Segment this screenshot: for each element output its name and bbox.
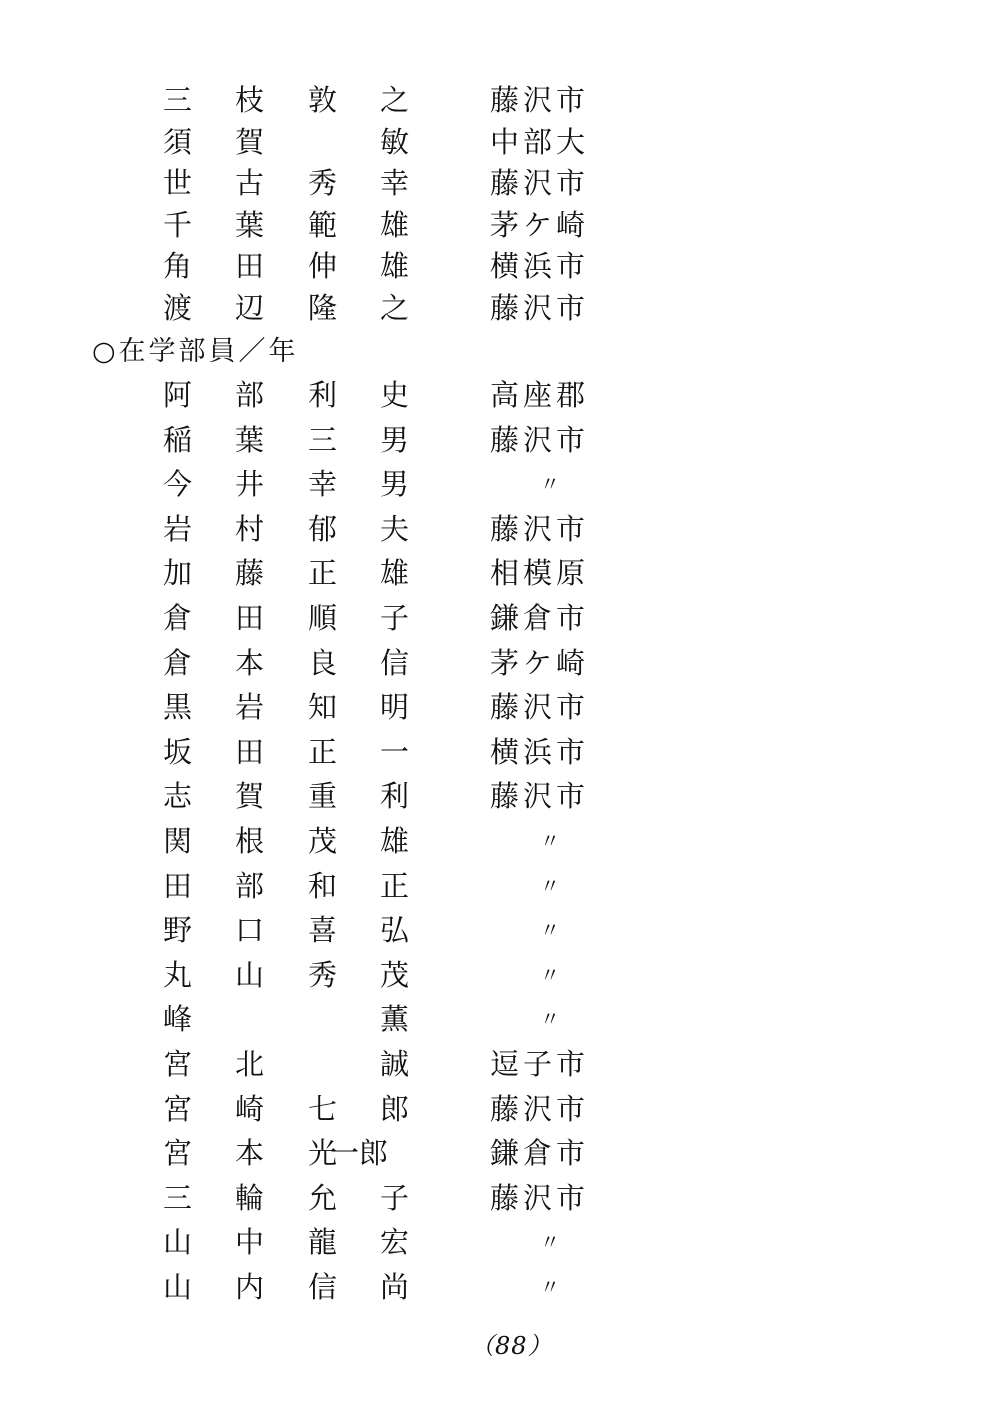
- name-char: 根: [235, 824, 265, 858]
- name-char: 村: [235, 511, 265, 546]
- member-row: [0, 244, 1000, 288]
- name-char: 賀: [235, 124, 265, 159]
- name-char: 井: [235, 467, 265, 502]
- address: 鎌倉市: [490, 1136, 590, 1171]
- ditto-mark: 〃: [540, 1275, 560, 1299]
- address: 藤沢市: [490, 779, 590, 814]
- name-char: 七: [308, 1091, 338, 1126]
- name-char: 本: [235, 645, 265, 680]
- member-row: [0, 953, 1000, 997]
- ditto-mark: 〃: [540, 1007, 560, 1032]
- name-char: 尚: [380, 1270, 410, 1304]
- name-char: 喜: [308, 913, 338, 948]
- name-char: 峰: [163, 1002, 193, 1037]
- name-char: 宮: [163, 1047, 193, 1081]
- name-char: 本: [235, 1136, 265, 1171]
- name-char: 雄: [380, 556, 410, 591]
- name-char: 山: [235, 957, 265, 992]
- name-char: 世: [163, 166, 193, 200]
- name-char: 之: [380, 290, 410, 325]
- name-char: 雄: [380, 207, 410, 242]
- name-char: 賀: [235, 779, 265, 814]
- address: 鎌倉市: [490, 601, 590, 635]
- member-row: [0, 1176, 1000, 1220]
- name-char: 宏: [380, 1225, 410, 1260]
- member-row: [0, 120, 1000, 164]
- ditto-mark: 〃: [540, 472, 560, 497]
- name-char: 関: [163, 824, 193, 858]
- section-heading: ○在学部員／年: [92, 336, 299, 367]
- name-char: 範: [308, 207, 338, 242]
- ditto-mark: 〃: [540, 873, 560, 898]
- name-char: 重: [308, 779, 338, 814]
- address: 藤沢市: [490, 1091, 590, 1126]
- name-char: 光: [308, 1136, 338, 1171]
- name-char: 倉: [163, 601, 193, 635]
- name-char: 角: [163, 249, 193, 283]
- name-char: 山: [163, 1225, 193, 1260]
- member-row: [0, 203, 1000, 247]
- name-char: 良: [308, 645, 338, 680]
- member-row: [0, 730, 1000, 774]
- member-row: [0, 462, 1000, 506]
- name-char: 之: [380, 83, 410, 117]
- name-char: 口: [235, 913, 265, 948]
- name-char: 加: [163, 556, 193, 591]
- name-char: 三: [163, 1180, 193, 1215]
- name-char: 田: [235, 601, 265, 635]
- name-char: 輪: [235, 1180, 265, 1215]
- name-char: 男: [380, 467, 410, 502]
- name-char: 史: [380, 378, 410, 412]
- name-char: 岩: [163, 511, 193, 546]
- name-char: 雄: [380, 249, 410, 283]
- name-char: 薫: [380, 1002, 410, 1037]
- name-char: 宮: [163, 1091, 193, 1126]
- name-char: 志: [163, 779, 193, 814]
- name-char: 誠: [380, 1047, 410, 1081]
- name-char: 正: [308, 734, 338, 769]
- name-char: 正: [308, 556, 338, 591]
- member-row: [0, 161, 1000, 205]
- member-row: [0, 685, 1000, 729]
- name-char: 宮: [163, 1136, 193, 1171]
- address: 藤沢市: [490, 1180, 590, 1215]
- address: 藤沢市: [490, 166, 590, 200]
- address: 横浜市: [490, 249, 590, 283]
- name-char: 中: [235, 1225, 265, 1260]
- name-char: 一: [380, 734, 410, 769]
- address: 相模原: [490, 556, 590, 591]
- name-char: 郎: [380, 1091, 410, 1126]
- name-char: 阿: [163, 378, 193, 412]
- member-row: [0, 78, 1000, 122]
- name-char: 辺: [235, 290, 265, 325]
- page-number: （88）: [470, 1332, 553, 1360]
- address: 高座郡: [490, 378, 590, 412]
- name-char: 秀: [308, 957, 338, 992]
- name-char: 今: [163, 467, 193, 502]
- name-char: 部: [235, 868, 265, 903]
- name-char: 茂: [308, 824, 338, 858]
- name-char: 利: [308, 378, 338, 412]
- member-row: [0, 1042, 1000, 1086]
- name-char: 子: [380, 1180, 410, 1215]
- member-row: [0, 864, 1000, 908]
- name-char: 部: [235, 378, 265, 412]
- name-char: 藤: [235, 556, 265, 591]
- name-char: 一郎: [330, 1136, 389, 1171]
- name-char: 内: [235, 1270, 265, 1304]
- member-row: [0, 997, 1000, 1041]
- name-char: 信: [380, 645, 410, 680]
- name-char: 敦: [308, 83, 338, 117]
- ditto-mark: 〃: [540, 918, 560, 943]
- name-char: 田: [235, 734, 265, 769]
- member-row: [0, 1220, 1000, 1264]
- name-char: 男: [380, 422, 410, 457]
- address: 茅ケ崎: [490, 645, 590, 680]
- member-row: [0, 418, 1000, 462]
- member-row: [0, 551, 1000, 595]
- member-row: [0, 819, 1000, 863]
- name-char: 利: [380, 779, 410, 814]
- name-char: 葉: [235, 207, 265, 242]
- name-char: 正: [380, 868, 410, 903]
- name-char: 幸: [308, 467, 338, 502]
- address: 逗子市: [490, 1047, 590, 1081]
- ditto-mark: 〃: [540, 962, 560, 987]
- address: 藤沢市: [490, 422, 590, 457]
- name-char: 黒: [163, 690, 193, 725]
- address: 藤沢市: [490, 690, 590, 725]
- name-char: 郁: [308, 511, 338, 546]
- name-char: 龍: [308, 1225, 338, 1260]
- name-char: 順: [308, 601, 338, 635]
- name-char: 田: [163, 868, 193, 903]
- member-row: [0, 1087, 1000, 1131]
- address: 藤沢市: [490, 511, 590, 546]
- ditto-mark: 〃: [540, 1230, 560, 1255]
- address: 藤沢市: [490, 83, 590, 117]
- name-char: 明: [380, 690, 410, 725]
- name-char: 信: [308, 1270, 338, 1304]
- member-row: [0, 1265, 1000, 1309]
- name-char: 幸: [380, 166, 410, 200]
- name-char: 倉: [163, 645, 193, 680]
- member-row: [0, 908, 1000, 952]
- address: 横浜市: [490, 734, 590, 769]
- member-row: [0, 774, 1000, 818]
- address: 中部大: [490, 124, 590, 159]
- name-char: 枝: [235, 83, 265, 117]
- name-char: 弘: [380, 913, 410, 948]
- address: 茅ケ崎: [490, 207, 590, 242]
- name-char: 千: [163, 207, 193, 242]
- name-char: 野: [163, 913, 193, 948]
- name-char: 三: [308, 422, 338, 457]
- name-char: 伸: [308, 249, 338, 283]
- name-char: 雄: [380, 824, 410, 858]
- name-char: 三: [163, 83, 193, 117]
- address: 藤沢市: [490, 290, 590, 325]
- name-char: 田: [235, 249, 265, 283]
- member-row: [0, 373, 1000, 417]
- member-row: [0, 286, 1000, 330]
- ditto-mark: 〃: [540, 829, 560, 853]
- name-char: 古: [235, 166, 265, 200]
- name-char: 山: [163, 1270, 193, 1304]
- name-char: 渡: [163, 290, 193, 325]
- name-char: 岩: [235, 690, 265, 725]
- member-row: [0, 596, 1000, 640]
- name-char: 和: [308, 868, 338, 903]
- name-char: 子: [380, 601, 410, 635]
- name-char: 知: [308, 690, 338, 725]
- name-char: 茂: [380, 957, 410, 992]
- name-char: 允: [308, 1180, 338, 1215]
- name-char: 北: [235, 1047, 265, 1081]
- name-char: 隆: [308, 290, 338, 325]
- name-char: 秀: [308, 166, 338, 200]
- member-row: [0, 641, 1000, 685]
- name-char: 須: [163, 124, 193, 159]
- name-char: 稲: [163, 422, 193, 457]
- member-row: [0, 507, 1000, 551]
- member-row: [0, 1131, 1000, 1175]
- name-char: 夫: [380, 511, 410, 546]
- name-char: 敏: [380, 124, 410, 159]
- name-char: 坂: [163, 734, 193, 769]
- name-char: 葉: [235, 422, 265, 457]
- name-char: 丸: [163, 957, 193, 992]
- name-char: 崎: [235, 1091, 265, 1126]
